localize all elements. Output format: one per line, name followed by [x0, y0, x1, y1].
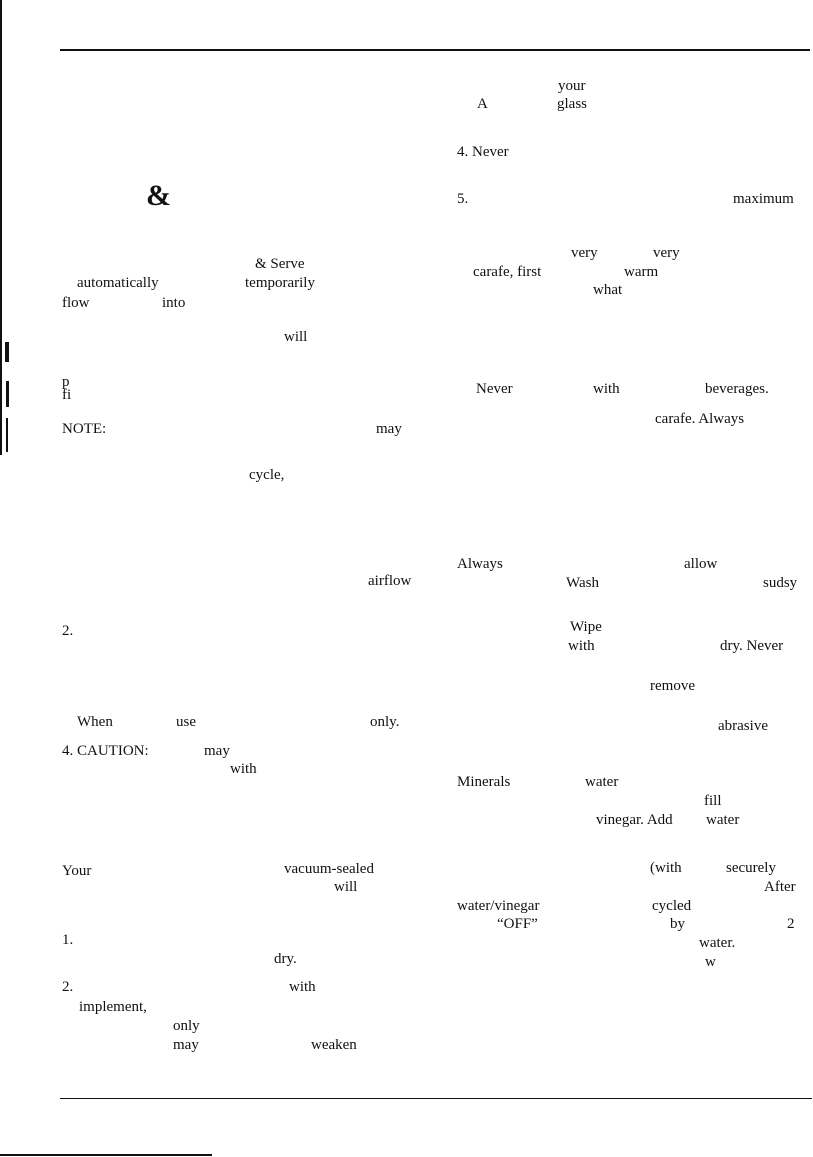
- word-remove: remove: [650, 678, 695, 694]
- word-glass: glass: [557, 96, 587, 112]
- word-off: “OFF”: [497, 916, 538, 932]
- word-minerals: Minerals: [457, 774, 511, 790]
- word-wipe: Wipe: [570, 619, 602, 635]
- word-when: When: [77, 714, 113, 730]
- word-warm: warm: [624, 264, 659, 280]
- word-step-1: 1.: [62, 932, 74, 948]
- word-with-3: with: [593, 381, 620, 397]
- word-sudsy: sudsy: [763, 575, 798, 591]
- word-step-5: 5.: [457, 191, 469, 207]
- word-fi: fi: [62, 387, 72, 403]
- word-carafe-first: carafe, first: [473, 264, 542, 280]
- word-vinegar-add: vinegar. Add: [596, 812, 673, 828]
- word-water-1: water: [585, 774, 619, 790]
- word-a: A: [477, 96, 488, 112]
- word-airflow: airflow: [368, 573, 412, 589]
- word-by: by: [670, 916, 685, 932]
- word-p: p: [62, 374, 70, 390]
- word-will: will: [284, 329, 308, 345]
- word-dry: dry.: [274, 951, 297, 967]
- word-carafe-always: carafe. Always: [655, 411, 745, 427]
- word-what: what: [593, 282, 623, 298]
- word-into: into: [162, 295, 186, 311]
- word-4-never: 4. Never: [457, 144, 509, 160]
- top-rule: [60, 49, 810, 51]
- word-very-1: very: [571, 245, 598, 261]
- word-always: Always: [457, 556, 503, 572]
- word-your-left: Your: [62, 863, 92, 879]
- word-water-vinegar: water/vinegar: [457, 898, 540, 914]
- word-after: After: [764, 879, 796, 895]
- word-very-2: very: [653, 245, 680, 261]
- word-with-1: with: [230, 761, 257, 777]
- word-num-2: 2: [787, 916, 795, 932]
- word-water-2: water: [706, 812, 740, 828]
- word-may-1: may: [376, 421, 402, 437]
- ampersand-heading: &: [146, 179, 171, 212]
- word-only-1: only.: [370, 714, 400, 730]
- word-cycled: cycled: [652, 898, 692, 914]
- binding-mark-1: [5, 342, 9, 362]
- word-with-4: with: [568, 638, 595, 654]
- binding-mark-3: [6, 418, 8, 452]
- word-step-2: 2.: [62, 623, 74, 639]
- word-flow: flow: [62, 295, 90, 311]
- word-cycle: cycle,: [249, 467, 285, 483]
- footer-short-rule: [0, 1154, 212, 1156]
- word-automatically: automatically: [77, 275, 159, 291]
- word-implement: implement,: [79, 999, 147, 1015]
- word-use: use: [176, 714, 196, 730]
- word-will-2: will: [334, 879, 358, 895]
- bottom-rule: [60, 1098, 812, 1099]
- word-beverages: beverages.: [705, 381, 769, 397]
- word-temporarily: temporarily: [245, 275, 315, 291]
- word-only-2: only: [173, 1018, 200, 1034]
- binding-edge-line: [0, 0, 2, 455]
- word-allow: allow: [684, 556, 718, 572]
- word-your: your: [558, 78, 586, 94]
- binding-mark-2: [6, 381, 9, 407]
- word-fill: fill: [704, 793, 722, 809]
- word-wash: Wash: [566, 575, 599, 591]
- word-may-3: may: [173, 1037, 199, 1053]
- word-weaken: weaken: [311, 1037, 357, 1053]
- word-caution: 4. CAUTION:: [62, 743, 149, 759]
- word-dry-never: dry. Never: [720, 638, 784, 654]
- word-securely: securely: [726, 860, 776, 876]
- word-never-2: Never: [476, 381, 513, 397]
- word-may-2: may: [204, 743, 230, 759]
- word-with-2: with: [289, 979, 316, 995]
- word-vacuum-sealed: vacuum-sealed: [284, 861, 374, 877]
- word-serve: & Serve: [255, 256, 305, 272]
- word-maximum: maximum: [733, 191, 794, 207]
- word-w: w: [705, 954, 716, 970]
- word-step-2b: 2.: [62, 979, 74, 995]
- word-water-3: water.: [699, 935, 736, 951]
- word-with-5: (with: [650, 860, 682, 876]
- word-abrasive: abrasive: [718, 718, 768, 734]
- word-note: NOTE:: [62, 421, 107, 437]
